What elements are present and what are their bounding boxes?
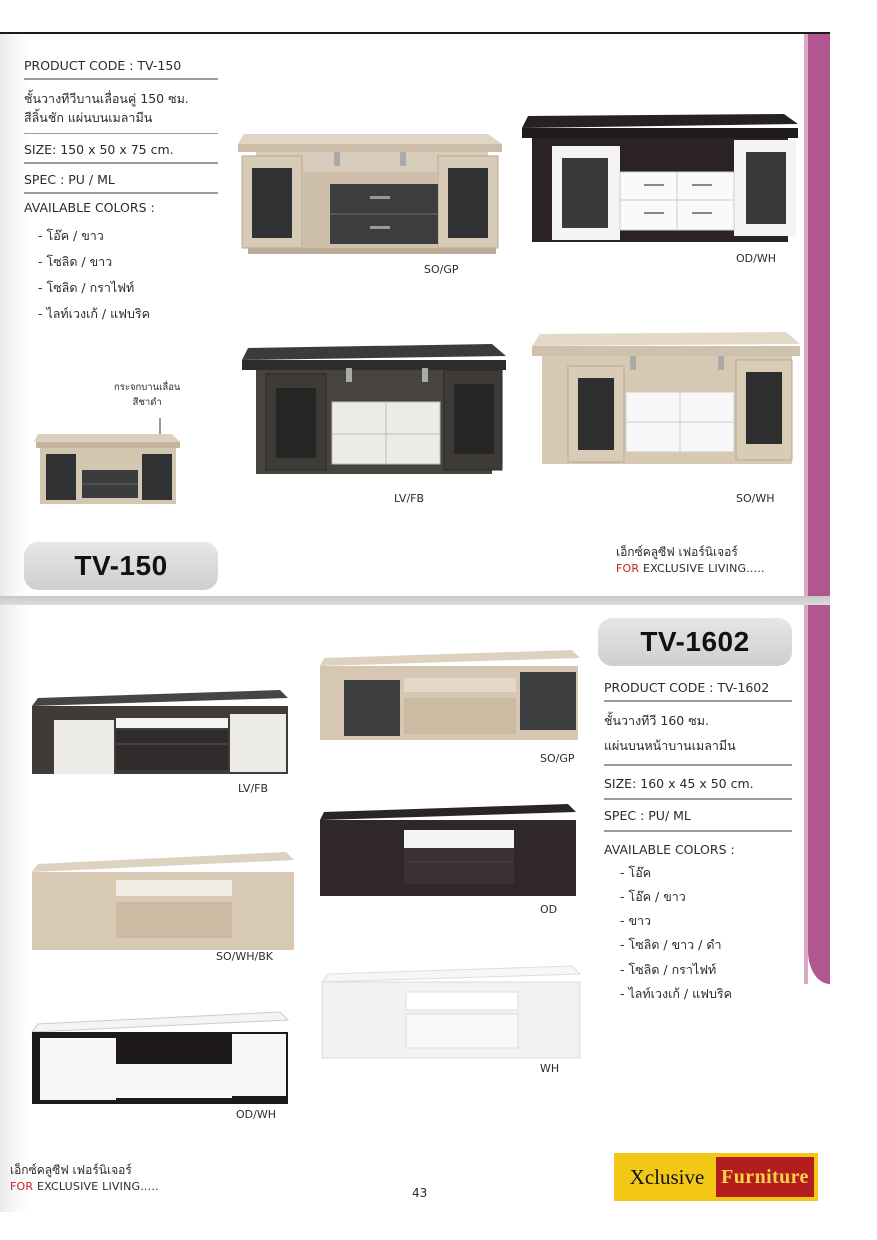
tv150-od-wh-image <box>522 112 800 248</box>
product-spec: SPEC : PU / ML <box>24 164 218 194</box>
product-spec: SPEC : PU/ ML <box>604 800 792 832</box>
image-caption: LV/FB <box>238 782 269 795</box>
image-caption: WH <box>540 1062 560 1075</box>
slogan-thai: เอ็กซ์คลูซีฟ เฟอร์นิเจอร์ <box>10 1163 132 1177</box>
description-line: ชั้นวางทีวีบานเลื่อนคู่ 150 ซม. <box>24 91 189 106</box>
logo-left-text: Xclusive <box>618 1157 716 1197</box>
product-description <box>24 80 218 134</box>
image-caption: OD <box>540 903 558 916</box>
slogan-thai: เอ็กซ์คลูซีฟ เฟอร์นิเจอร์ <box>616 545 738 559</box>
tv1602-od-image <box>320 802 576 898</box>
color-option: - โซลิด / ขาว / ดำ <box>620 933 792 957</box>
image-caption: SO/GP <box>540 752 575 765</box>
glass-door-callout <box>114 380 180 410</box>
colors-heading: AVAILABLE COLORS : <box>24 199 155 215</box>
image-caption: LV/FB <box>394 492 425 505</box>
tv1602-od-wh-image <box>32 1010 288 1108</box>
tv150-so-gp-image <box>238 126 504 258</box>
color-option: - ไลท์เวงเก้ / แฟบริค <box>38 301 218 327</box>
color-option: - โอ๊ค / ขาว <box>38 223 218 249</box>
description-line: สีลิ้นชัก แผ่นบนเมลามีน <box>24 110 153 126</box>
color-list <box>24 223 218 327</box>
description-line: ชั้นวางทีวี 160 ซม. <box>604 713 709 728</box>
callout-line: กระจกบานเลื่อน <box>114 382 181 393</box>
color-option: - โซลิด / กราไฟท์ <box>38 275 218 301</box>
color-option: - โซลิด / ขาว <box>38 249 218 275</box>
image-caption: OD/WH <box>736 252 776 265</box>
model-badge-tv1602: TV-1602 <box>598 618 792 666</box>
color-option: - ไลท์เวงเก้ / แฟบริค <box>620 982 792 1006</box>
tv1602-so-wh-bk-image <box>32 850 294 954</box>
tv150-small-detail-image <box>34 410 182 508</box>
color-option: - โซลิด / กราไฟท์ <box>620 958 792 982</box>
product-size: SIZE: 150 x 50 x 75 cm. <box>24 134 218 164</box>
slogan-for: FOR <box>10 1180 34 1194</box>
callout-line: สีชาดำ <box>132 397 162 409</box>
image-caption: SO/WH/BK <box>216 950 273 963</box>
tv1602-so-gp-image <box>320 648 580 746</box>
slogan-block <box>616 544 765 577</box>
image-caption: SO/GP <box>424 263 459 276</box>
tv150-lv-fb-image <box>242 340 506 480</box>
footer-slogan <box>10 1162 159 1195</box>
image-caption: OD/WH <box>236 1108 276 1121</box>
tv1602-lv-fb-image <box>32 690 288 782</box>
product-description <box>604 702 792 766</box>
product-code: PRODUCT CODE : TV-1602 <box>604 674 792 702</box>
model-badge-tv150: TV-150 <box>24 542 218 590</box>
tv150-spec-block <box>24 52 218 327</box>
color-option: - โอ๊ค / ขาว <box>620 885 792 909</box>
product-code: PRODUCT CODE : TV-150 <box>24 52 218 80</box>
color-option: - ขาว <box>620 909 792 933</box>
tv150-so-wh-image <box>532 328 800 470</box>
description-line: แผ่นบนหน้าบานเมลามีน <box>604 738 736 753</box>
logo-right-text: Furniture <box>716 1157 814 1197</box>
brand-logo <box>614 1153 818 1201</box>
colors-heading: AVAILABLE COLORS : <box>604 842 735 857</box>
page-number: 43 <box>412 1186 428 1200</box>
tv1602-spec-block <box>604 674 792 1006</box>
color-option: - โอ๊ค <box>620 861 792 885</box>
slogan-tagline: EXCLUSIVE LIVING..... <box>642 562 765 576</box>
tv1602-wh-image <box>322 964 580 1062</box>
page-edge-tab <box>808 34 830 984</box>
section-divider <box>0 596 830 605</box>
product-size: SIZE: 160 x 45 x 50 cm. <box>604 766 792 800</box>
slogan-for: FOR <box>616 562 640 576</box>
slogan-tagline: EXCLUSIVE LIVING..... <box>36 1180 159 1194</box>
color-list <box>604 861 792 1006</box>
image-caption: SO/WH <box>736 492 775 505</box>
